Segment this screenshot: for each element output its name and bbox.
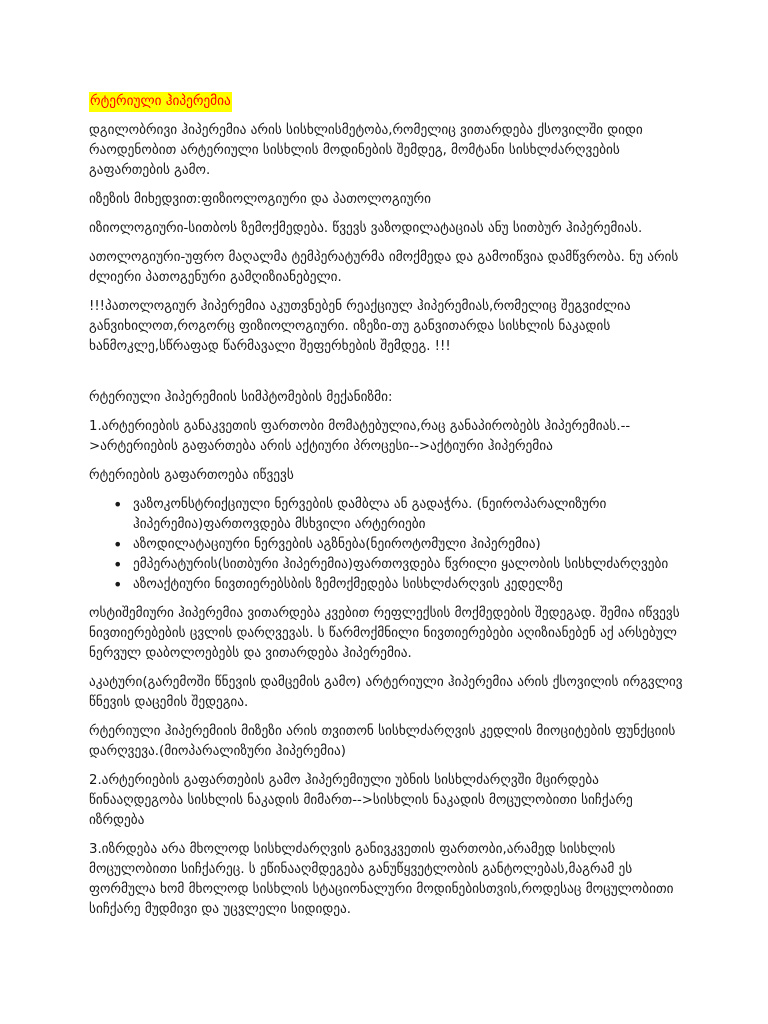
paragraph-vacate: აკატური(გარემოში წნევის დამცემის გამო) არტერიული ჰიპერემია არის ქსოვილის ირგვლივ წნევის დაცემის შედეგია. [89,675,683,710]
list-item: • ვაზოკონსტრიქციული ნერვების დამბლა ან გადაჭრა. (ნეიროპარალიზური ჰიპერემია)ფართოვდება მსხვილი არტერიები [133,495,689,535]
paragraph-point-2: 2.არტერიების გაფართების გამო ჰიპერემიული უბნის სისხლძარღვში მცირდება წინააღდეგობა სისხლის ნაკადის მიმართ-->სისხლის ნაკადის მოცულობითი სიჩქარე იზრდება [89,773,633,828]
list-item: • აზოდილატაციური ნერვების აგზნება(ნეიროტომული ჰიპერემია) [133,535,689,555]
section-heading-symptom-mechanism: რტერიული ჰიპერემიის სიმპტომების მექანიზმი: [89,390,393,405]
document-page [89,92,689,929]
list-item: • აზოაქტიური ნივთიერებსბის ზემოქმედება სისხლძარღვის კედელზე [133,575,689,595]
paragraph-pathological: ათოლოგიური-უფრო მაღალმა ტემპერატურმა იმოქმედა და გამოიწვია დამწვრობა. ნუ არის ძლიერი პათოგენური გამღიზიანებელი. [89,250,679,285]
paragraph-point-1: 1.არტერიების განაკვეთის ფართობი მომატებულია,რაც განაპირობებს ჰიპერემიას.-->არტერიების გაფართება არის აქტიური პროცესი-->აქტიური ჰიპერემია [89,419,631,454]
section-spacer [89,366,689,388]
paragraph-causes: იზეზის მიხედვით:ფიზიოლოგიური და პათოლოგიური [89,192,432,207]
paragraph-myoparalytic: რტერიული ჰიპერემიის მიზეზი არის თვითონ სისხლძარღვის კედლის მიოციტების ფუნქციის დარღვევა.(მიოპარალიზური ჰიპერემია) [89,724,676,759]
list-item: • ემპერატურის(სითბური ჰიპერემია)ფართოვდება წვრილი ყალობის სისხლძარღვები [133,555,689,575]
paragraph-reactive-hyperemia: !!!პათოლოგიურ ჰიპერემია აკუთვნებენ რეაქციულ ჰიპერემიას,რომელიც შეგვიძლია განვიხილოთ,როგორც ფიზიოლოგიური. იზეზი-თუ განვითარდა სისხლის ნაკადის ხანმოკლე,სწრაფად წარმავალი შეფერხების შემდეგ. !!! [89,299,631,354]
paragraph-postischemic: ოსტიშემიური ჰიპერემია ვითარდება კვებით რეფლექსის მოქმედების შედეგად. შემია იწვევს ნივთიერებების ცვლის დარღვევას. ს წარმოქმნილი ნივთიერებები აღიზიანებენ აქ არსებულ ნერვულ დაბოლოებებს და ვითარდება ჰიპერემია. [89,606,680,661]
document-title: რტერიული ჰიპერემია [89,92,232,112]
paragraph-physiological: იზიოლოგიური-სითბოს ზემოქმედება. წვევს ვაზოდილატაციას ანუ სითბურ ჰიპერემიას. [89,221,643,236]
dilation-causes-list [89,495,689,595]
paragraph-local-hyperemia-definition: დგილობრივი ჰიპერემია არის სისხლისმეტობა,რომელიც ვითარდება ქსოვილში დიდი რაოდენობით არტერიული სისხლის მოდინების შემდეგ, მომტანი სისხლძარღვების გაფართების გამო. [89,123,643,178]
paragraph-dilation-causes: რტერიების გაფართოება იწვევს [89,468,294,483]
paragraph-point-3: 3.იზრდება არა მხოლოდ სისხლძარღვის განივკვეთის ფართობი,არამედ სისხლის მოცულობითი სიჩქარეც. ს ეწინააღმდეგება განუწყვეტლობის განტოლებას,მაგრამ ეს ფორმულა ხომ მხოლოდ სისხლის სტაციონალური მოდინებისთვის,როდესაც მოცულობითი სიჩქარე მუდმივი და უცვლელი სიდიდეა. [89,842,674,917]
